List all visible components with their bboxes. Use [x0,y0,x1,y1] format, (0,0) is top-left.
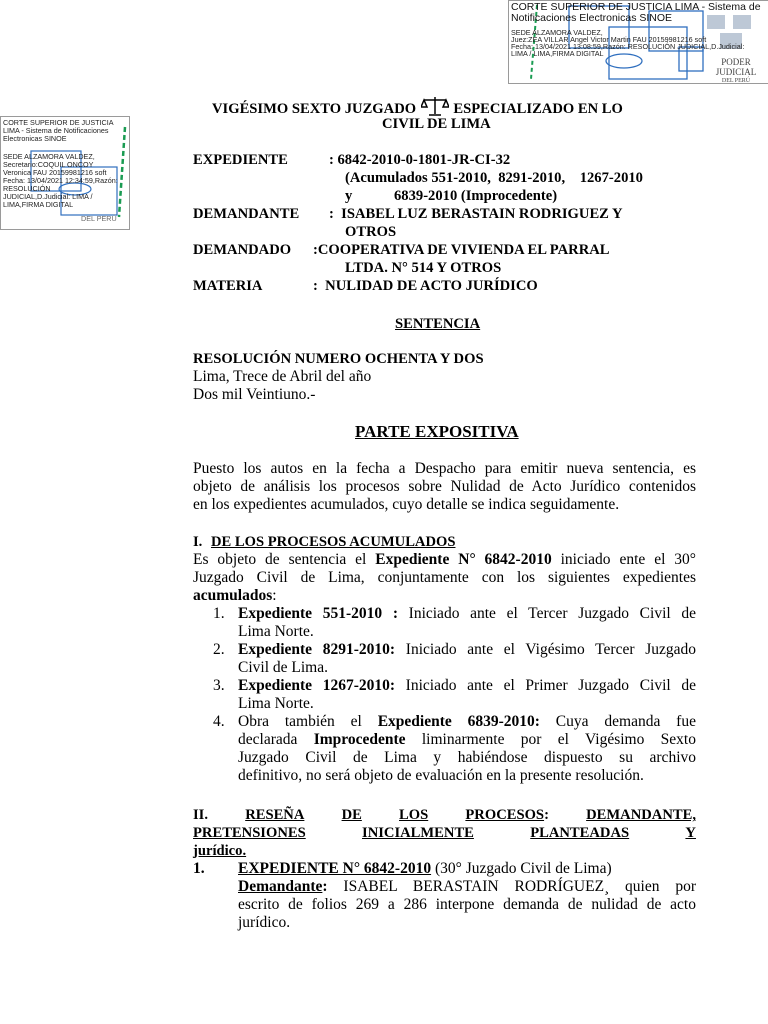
heading-word: INICIALMENTE [362,825,474,841]
text: Iniciado ante el Tercer Juzgado Civil de [397,605,696,622]
court-heading-part1: VIGÉSIMO SEXTO JUZGADO [212,101,417,117]
stamp-line: Secretario:COQUIL ONCOY [3,160,94,169]
list-line [238,641,696,659]
expediente-ref: Expediente 1267-2010: [238,677,396,694]
intro-paragraph [193,460,696,514]
stamp-line: Fecha: 13/04/2021 13:08:59,Razón: RESOLUCIÓN JUDICIAL,D.Judicial: [511,42,745,51]
stamp-line: SEDE ALZAMORA VALDEZ, [511,28,603,37]
list-line: Lima Norte. [238,695,314,712]
list-item [213,677,696,713]
heading-word: DE [341,807,362,823]
resolution-title: RESOLUCIÓN NUMERO OCHENTA Y DOS [193,351,484,367]
text: liminarmente por el Vigésimo Sexto [405,731,696,748]
section1-line: Juzgado Civil de Lima, conjuntamente con los siguientes expedientes [193,569,696,586]
section2-heading-line [193,806,696,824]
stamp-line: LIMA / LIMA,FIRMA DIGITAL [511,49,604,58]
section2-line [238,878,696,896]
expediente-ref: Expediente 6839-2010: [377,713,540,730]
text: Iniciado ante el Vigésimo Tercer Juzgado [395,641,696,658]
list-item [213,641,696,677]
heading-word: DEMANDANTE, [586,807,696,823]
expediente-acumulados: (Acumulados 551-2010, 8291-2010, 1267-2010 [345,170,643,186]
sub-number: 1. [193,860,205,877]
court-heading-part2: ESPECIALIZADO EN LO [453,101,623,117]
list-item [213,713,696,785]
signature-stamp-secretary [0,116,130,230]
list-line: Civil de Lima. [238,659,328,676]
expediente-ref: EXPEDIENTE N° 6842-2010 [238,860,432,877]
list-line: definitivo, no será objeto de evaluación en la presente resolución. [238,767,644,784]
demandante-value-cont: OTROS [345,224,397,240]
stamp-line: Electronicas SINOE [3,134,67,143]
expediente-and: y [345,188,353,204]
text: ISABEL BERASTAIN RODRÍGUEZ¸ quien por [327,878,696,895]
section1-number: I. [193,534,203,550]
demandante-value: : ISABEL LUZ BERASTAIN RODRIGUEZ Y [329,206,623,222]
list-number: 3. [213,677,225,694]
text: declarada [238,731,314,748]
section2-line: escrito de folios 269 a 286 interpone demanda de nulidad de acto [238,896,696,913]
stamp-line: JUDICIAL,D.Judicial: LIMA / [3,192,93,201]
section1-paragraph [193,551,696,605]
intro-line: en los expedientes acumulados, cuyo detalle se indica seguidamente. [193,496,620,513]
text: (30° Juzgado Civil de Lima) [431,860,612,877]
court-heading-line2: CIVIL DE LIMA [382,116,491,132]
expediente-value: : 6842-2010-0-1801-JR-CI-32 [329,152,511,168]
section1-list [213,605,696,785]
heading-word: PRETENSIONES [193,825,306,841]
heading-word: : [544,807,549,823]
text: : [272,587,277,604]
acumulados-word: acumulados [193,587,273,604]
text: Obra también el [238,713,378,730]
stamp-line: RESOLUCIÓN [3,184,51,193]
list-number: 1. [213,605,225,622]
list-item [213,605,696,641]
materia-value: : NULIDAD DE ACTO JURÍDICO [313,278,538,294]
intro-line: Puesto los autos en la fecha a Despacho para emitir nueva sentencia, es [193,460,696,477]
heading-word: PLANTEADAS [530,825,630,841]
expediente-ref: Expediente 8291-2010: [238,641,396,658]
demandado-label: DEMANDADO [193,242,292,258]
stamp-line: LIMA,FIRMA DIGITAL [3,200,74,209]
section2-heading [193,806,696,860]
poder-judicial-logo: PODER JUDICIAL DEL PERÚ [715,57,757,84]
list-line [238,713,696,731]
heading-word: Y [685,825,696,841]
demandante-label: Demandante [238,878,323,895]
demandante-label: DEMANDANTE [193,206,300,222]
stamp-line: Fecha: 13/04/2021 12:34:59,Razón: [3,176,118,185]
list-number: 2. [213,641,225,658]
stamp-line: Juez:ZEA VILLAR Angel Victor Martin FAU 20159981216 soft [511,35,707,44]
stamp-line: Veronica FAU 20159981216 soft [3,168,107,177]
expediente-label: EXPEDIENTE [193,152,288,168]
text: : [322,878,328,895]
stamp-line: CORTE SUPERIOR DE JUSTICIA LIMA - Sistema de [511,1,761,13]
list-line: Juzgado Civil de Lima y habiéndose dispuesto su archivo [238,749,696,766]
stamp-line: CORTE SUPERIOR DE JUSTICIA [3,118,114,127]
heading-word: RESEÑA [245,807,305,823]
resolution-date-cont: Dos mil Veintiuno.- [193,386,316,403]
scales-of-justice-icon [421,95,449,117]
stamp-line: Notificaciones Electronicas SINOE [511,12,673,24]
section2-heading-line [193,824,696,842]
materia-label: MATERIA [193,278,263,294]
text: Es objeto de sentencia el [193,551,376,568]
demandado-value-cont: LTDA. N° 514 Y OTROS [345,260,502,276]
section1-heading [193,533,455,551]
heading-word: jurídico. [193,843,247,859]
stamp-line: LIMA - Sistema de Notificaciones [3,126,109,135]
heading-word: PROCESOS [465,807,545,823]
text: iniciado ente el 30° [551,551,696,568]
demandado-value: :COOPERATIVA DE VIVIENDA EL PARRAL [313,242,610,258]
heading-word: LOS [399,807,429,823]
expediente-improcedente: 6839-2010 (Improcedente) [394,188,558,204]
section2-line: jurídico. [238,914,291,931]
sentencia-title: SENTENCIA [395,316,481,332]
text: Cuya demanda fue [539,713,696,730]
list-line: Lima Norte. [238,623,314,640]
expediente-ref: Expediente 551-2010 : [238,605,398,622]
list-line [238,677,696,695]
section2-number: II. [193,807,209,823]
section1-line [193,587,696,605]
stamp-line: SEDE ALZAMORA VALDEZ, [3,152,95,161]
resolution-date: Lima, Trece de Abril del año [193,368,372,385]
list-line [238,605,696,623]
section2-sub [193,860,696,932]
section2-sub-title [193,860,696,878]
parte-expositiva-title: PARTE EXPOSITIVA [355,422,519,441]
section1-title: DE LOS PROCESOS ACUMULADOS [210,534,456,550]
list-number: 4. [213,713,225,730]
poder-judicial-logo: DEL PERÚ [81,214,117,223]
signature-stamp-judge [508,0,768,84]
section1-line [193,551,696,569]
intro-line: objeto de análisis los procesos sobre Nulidad de Acto Jurídico contenidos [193,478,696,495]
expediente-ref: Expediente N° 6842-2010 [375,551,552,568]
list-line [238,731,696,749]
improcedente-word: Improcedente [313,731,406,748]
text: Iniciado ante el Primer Juzgado Civil de [395,677,696,694]
